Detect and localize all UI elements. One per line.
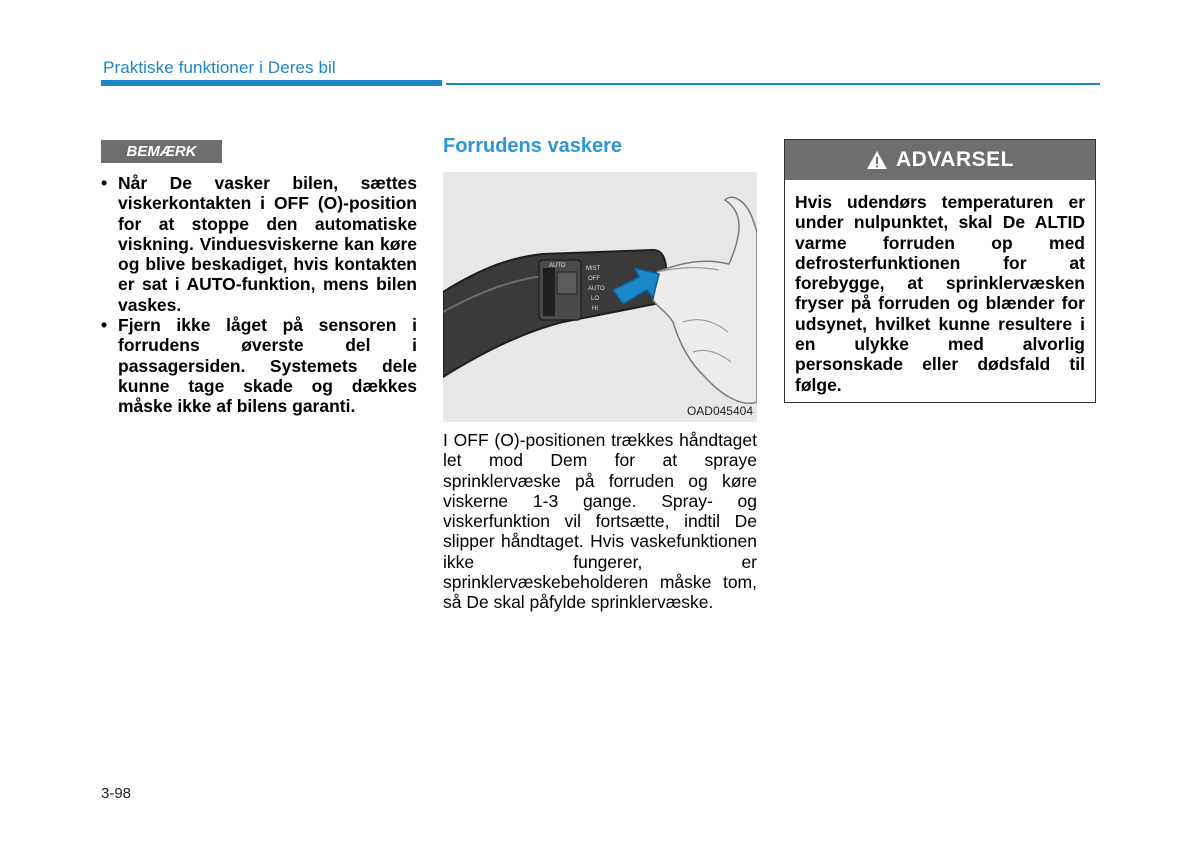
figure-code: OAD045404 [686, 404, 753, 418]
switch-label-lo: LO [591, 296, 600, 302]
warning-header [785, 140, 1095, 180]
warning-text: Hvis udendørs temperaturen er under nulpunktet, skal De ALTID varme forruden op med defrosterfunktionen for at forebygge, at sprinklervæsken fryser på forruden og blænder for udsynet, hvilket kunne resultere i en ulykke med alvorlig personskade eller dødsfald til følge. [795, 192, 1085, 395]
warning-box [784, 139, 1096, 403]
switch-label-auto: AUTO [549, 263, 566, 269]
section-title: Forrudens vaskere [443, 135, 622, 157]
warning-title: ADVARSEL [896, 148, 1014, 171]
header-rule-thin [446, 83, 1100, 85]
wiper-switch-illustration [443, 172, 757, 422]
note-item [101, 315, 417, 416]
switch-label-hi: HI [592, 306, 598, 312]
header-rule-thick [101, 80, 442, 86]
note-item-text: Når De vasker bilen, sættes viskerkontakten i OFF (O)-position for at stoppe den automatiske viskning. Vinduesviskerne kan køre og blive beskadiget, hvis kontakten er sat i AUTO-funktion, mens bilen vaskes. [118, 173, 417, 315]
note-list [101, 173, 417, 417]
switch-label-auto-2: AUTO [588, 286, 605, 292]
wiper-lever-hand-drawing [443, 172, 757, 422]
warning-triangle-icon [866, 150, 888, 170]
note-badge: BEMÆRK [101, 140, 222, 163]
running-header: Praktiske funktioner i Deres bil [103, 58, 336, 77]
section-body: I OFF (O)-positionen trækkes håndtaget let mod Dem for at spraye sprinklervæske på forruden og køre viskerne 1-3 gange. Spray- og viskerfunktion vil fortsætte, indtil De slipper håndtaget. Hvis vaskefunktionen ikke fungerer, er sprinklervæskebeholderen måske tom, så De skal påfylde sprinklervæske. [443, 430, 757, 613]
page-number: 3-98 [101, 785, 132, 802]
bullet-icon: • [101, 173, 108, 193]
switch-label-off: OFF [588, 276, 600, 282]
note-item [101, 173, 417, 315]
bullet-icon: • [101, 315, 108, 336]
note-item-text: Fjern ikke låget på sensoren i forrudens øverste del i passagersiden. Systemets dele kunne tage skade og dækkes måske ikke af bilens garanti. [118, 315, 417, 417]
switch-label-mist: MIST [586, 266, 601, 272]
